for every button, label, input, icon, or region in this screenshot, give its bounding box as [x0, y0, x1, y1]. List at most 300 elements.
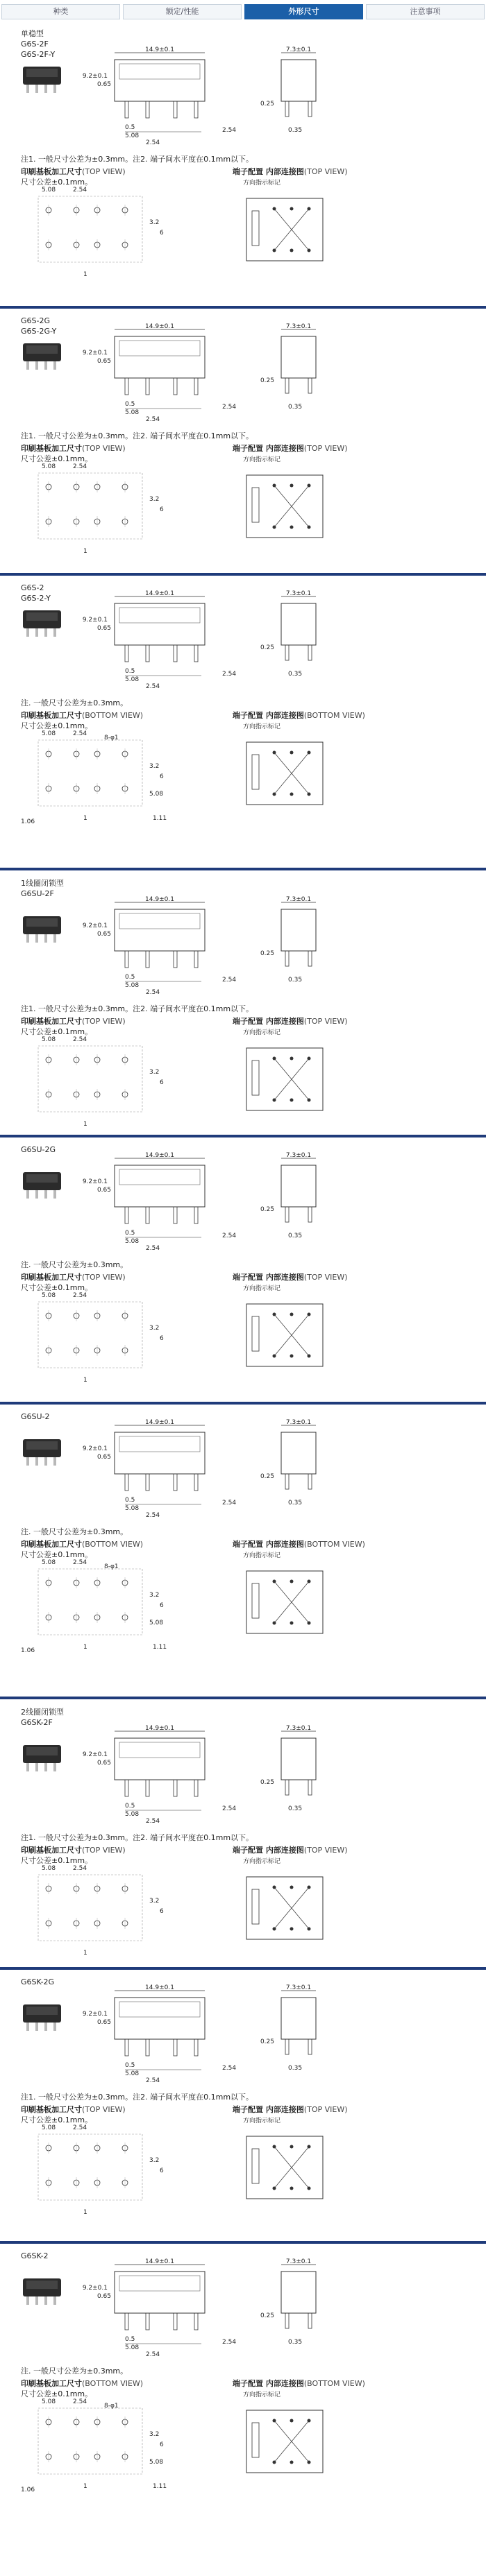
relay-photo	[19, 603, 68, 645]
pitch-dimension: 5.08	[125, 1811, 140, 1818]
pin-b-dimension: 0.5	[125, 2336, 135, 2343]
pcb-hole-pattern	[21, 463, 201, 567]
front-view-drawing	[69, 2258, 250, 2362]
tolerance-text: 尺寸公差±0.1mm。	[21, 2115, 93, 2124]
pcb-layout-label	[21, 1538, 143, 1549]
depth-dimension: 7.3±0.1	[285, 323, 312, 330]
height-dimension: 9.2±0.1	[82, 1445, 108, 1452]
terminal-layout-label	[233, 1015, 348, 1027]
relay-photo	[19, 1432, 68, 1474]
pcb-hole-pattern	[21, 1559, 201, 1663]
pcb-layout-label	[21, 2104, 126, 2115]
terminal-diagram	[240, 1870, 330, 1946]
height-dimension: 9.2±0.1	[82, 1751, 108, 1758]
terminal-view: (TOP VIEW)	[303, 167, 348, 176]
pcb-layout-label	[21, 710, 143, 721]
height-dimension: 9.2±0.1	[82, 922, 108, 929]
pcb-c-dimension: 3.2	[149, 2431, 160, 2438]
pcb-i-dimension: 5.08	[149, 1620, 164, 1626]
thickness-dimension: 0.25	[260, 950, 274, 957]
tab-types[interactable]: 种类	[1, 4, 120, 19]
side-view-drawing	[260, 590, 344, 694]
front-view-drawing	[69, 590, 250, 694]
pitch2-dimension: 2.54	[146, 416, 160, 423]
dimension-note: 注1. 一般尺寸公差为±0.3mm。注2. 端子间水平度在0.1mm以下。	[21, 155, 254, 164]
pcb-c-dimension: 3.2	[149, 1069, 160, 1076]
pcb-g-dimension: 1.06	[21, 2487, 35, 2493]
pitch-dimension: 5.08	[125, 409, 140, 416]
pcb-a-dimension: 5.08	[42, 1865, 56, 1872]
pcb-1-dimension: 1	[83, 1377, 87, 1384]
gap-dimension: 0.35	[288, 977, 303, 984]
pcb-view: (BOTTOM VIEW)	[82, 2379, 144, 2388]
pcb-hole-pattern	[21, 730, 201, 834]
pin-a-dimension: 0.65	[97, 1454, 111, 1461]
width-dimension: 14.9±0.1	[145, 1725, 174, 1732]
pcb-hole-pattern	[21, 2124, 201, 2228]
section-8	[0, 1977, 486, 2254]
dimension-note: 注1. 一般尺寸公差为±0.3mm。注2. 端子间水平度在0.1mm以下。	[21, 1833, 254, 1842]
pcb-c-dimension: 3.2	[149, 1898, 160, 1905]
tolerance-text: 尺寸公差±0.1mm。	[21, 178, 93, 187]
pcb-view: (TOP VIEW)	[82, 2105, 126, 2114]
side-view-drawing	[260, 895, 344, 999]
pcb-b-dimension: 2.54	[73, 2398, 87, 2405]
pin-b-dimension: 0.5	[125, 1803, 135, 1810]
section-divider	[0, 868, 486, 870]
pin-b-dimension: 0.5	[125, 1230, 135, 1237]
terminal-title: 端子配置 内部连接图	[233, 2379, 304, 2388]
terminal-title: 端子配置 内部连接图	[233, 444, 304, 453]
pin-a-dimension: 0.65	[97, 81, 111, 88]
side-view-drawing	[260, 1418, 344, 1522]
gap-dimension: 0.35	[288, 1500, 303, 1506]
terminal-diagram	[240, 1297, 330, 1373]
pcb-1-dimension: 1	[83, 1644, 87, 1651]
side-view-drawing	[260, 1984, 344, 2088]
gap-dimension: 0.35	[288, 671, 303, 678]
section-divider	[0, 1697, 486, 1699]
pcb-b-dimension: 2.54	[73, 463, 87, 470]
direction-mark-label: 方向指示标记	[243, 2118, 281, 2124]
height-dimension: 9.2±0.1	[82, 73, 108, 80]
pcb-d-dimension: 6	[160, 506, 164, 513]
side-view-drawing	[260, 46, 344, 150]
gap-dimension: 0.35	[288, 1805, 303, 1812]
model-name: G6SU-2F	[21, 889, 54, 898]
hole-count-label: 8-φ1	[104, 1563, 119, 1570]
direction-mark-label: 方向指示标记	[243, 456, 281, 463]
direction-mark-label: 方向指示标记	[243, 1029, 281, 1036]
front-view-drawing	[69, 895, 250, 999]
gap-dimension: 0.35	[288, 1233, 303, 1239]
tab-precautions[interactable]: 注意事项	[366, 4, 485, 19]
pcb-c-dimension: 3.2	[149, 496, 160, 503]
pcb-a-dimension: 5.08	[42, 1292, 56, 1299]
pcb-a-dimension: 5.08	[42, 187, 56, 194]
pcb-d-dimension: 6	[160, 1079, 164, 1086]
pcb-b-dimension: 2.54	[73, 2124, 87, 2131]
right-pitch-dimension: 2.54	[222, 1233, 237, 1239]
pcb-c-dimension: 3.2	[149, 763, 160, 770]
model-name: G6S-2G G6S-2G-Y	[21, 316, 57, 336]
pcb-c-dimension: 3.2	[149, 219, 160, 226]
pitch2-dimension: 2.54	[146, 1512, 160, 1519]
model-name: G6SK-2F	[21, 1718, 53, 1727]
model-name: G6SK-2G	[21, 1977, 55, 1986]
section-9	[0, 2251, 486, 2528]
front-view-drawing	[69, 1984, 250, 2088]
terminal-view: (TOP VIEW)	[303, 1273, 348, 1282]
front-view-drawing	[69, 1724, 250, 1828]
right-pitch-dimension: 2.54	[222, 2339, 237, 2346]
tab-ratings[interactable]: 额定/性能	[123, 4, 242, 19]
pcb-a-dimension: 5.08	[42, 1036, 56, 1043]
pcb-title: 印刷基板加工尺寸	[21, 2105, 82, 2114]
terminal-layout-label	[233, 2104, 348, 2115]
direction-mark-label: 方向指示标记	[243, 1285, 281, 1292]
pcb-view: (BOTTOM VIEW)	[82, 1540, 144, 1549]
direction-mark-label: 方向指示标记	[243, 723, 281, 730]
terminal-diagram	[240, 1564, 330, 1640]
width-dimension: 14.9±0.1	[145, 1152, 174, 1159]
model-name: G6SK-2	[21, 2251, 49, 2260]
width-dimension: 14.9±0.1	[145, 323, 174, 330]
hole-count-label: 8-φ1	[104, 735, 119, 741]
dimension-note: 注. 一般尺寸公差为±0.3mm。	[21, 698, 128, 707]
terminal-title: 端子配置 内部连接图	[233, 167, 304, 176]
section-7	[0, 1706, 486, 1984]
group-title: 2线圈闭锁型	[21, 1708, 64, 1717]
hole-count-label: 8-φ1	[104, 2403, 119, 2410]
pitch-dimension: 5.08	[125, 676, 140, 683]
depth-dimension: 7.3±0.1	[285, 1725, 312, 1732]
terminal-view: (BOTTOM VIEW)	[303, 711, 365, 720]
tolerance-text: 尺寸公差±0.1mm。	[21, 1550, 93, 1559]
section-divider	[0, 1402, 486, 1405]
terminal-diagram	[240, 191, 330, 268]
depth-dimension: 7.3±0.1	[285, 590, 312, 597]
tolerance-text: 尺寸公差±0.1mm。	[21, 1856, 93, 1865]
depth-dimension: 7.3±0.1	[285, 1984, 312, 1991]
pin-b-dimension: 0.5	[125, 124, 135, 131]
right-pitch-dimension: 2.54	[222, 1500, 237, 1506]
section-divider	[0, 2241, 486, 2244]
pcb-1-dimension: 1	[83, 815, 87, 822]
pcb-c-dimension: 3.2	[149, 1592, 160, 1599]
height-dimension: 9.2±0.1	[82, 2285, 108, 2292]
terminal-view: (TOP VIEW)	[303, 1846, 348, 1855]
terminal-diagram	[240, 468, 330, 544]
pitch2-dimension: 2.54	[146, 1818, 160, 1825]
front-view-drawing	[69, 1418, 250, 1522]
front-view-drawing	[69, 46, 250, 150]
gap-dimension: 0.35	[288, 2339, 303, 2346]
pcb-a-dimension: 5.08	[42, 463, 56, 470]
thickness-dimension: 0.25	[260, 1779, 274, 1786]
gap-dimension: 0.35	[288, 404, 303, 411]
pcb-title: 印刷基板加工尺寸	[21, 1273, 82, 1282]
pcb-layout-label	[21, 166, 126, 177]
thickness-dimension: 0.25	[260, 2312, 274, 2319]
terminal-diagram	[240, 2129, 330, 2206]
pcb-g-dimension: 1.06	[21, 1647, 35, 1654]
thickness-dimension: 0.25	[260, 2038, 274, 2045]
pin-b-dimension: 0.5	[125, 668, 135, 675]
pcb-a-dimension: 5.08	[42, 2124, 56, 2131]
terminal-title: 端子配置 内部连接图	[233, 711, 304, 720]
terminal-view: (TOP VIEW)	[303, 444, 348, 453]
side-view-drawing	[260, 2258, 344, 2362]
pcb-b-dimension: 2.54	[73, 187, 87, 194]
pcb-b-dimension: 2.54	[73, 1036, 87, 1043]
terminal-view: (TOP VIEW)	[303, 1017, 348, 1026]
height-dimension: 9.2±0.1	[82, 2011, 108, 2018]
side-view-drawing	[260, 1724, 344, 1828]
depth-dimension: 7.3±0.1	[285, 1419, 312, 1426]
model-name: G6S-2 G6S-2-Y	[21, 583, 51, 603]
tab-dimensions[interactable]: 外形尺寸	[244, 4, 363, 19]
pcb-d-dimension: 6	[160, 1602, 164, 1609]
height-dimension: 9.2±0.1	[82, 1178, 108, 1185]
terminal-view: (BOTTOM VIEW)	[303, 2379, 365, 2388]
pcb-layout-label	[21, 1271, 126, 1282]
width-dimension: 14.9±0.1	[145, 1419, 174, 1426]
pin-a-dimension: 0.65	[97, 1760, 111, 1767]
pcb-hole-pattern	[21, 1291, 201, 1396]
section-6	[0, 1411, 486, 1689]
pcb-1-dimension: 1	[83, 2209, 87, 2216]
thickness-dimension: 0.25	[260, 644, 274, 651]
pitch-dimension: 5.08	[125, 132, 140, 139]
pcb-g-dimension: 1.06	[21, 818, 35, 825]
relay-photo	[19, 2272, 68, 2313]
direction-mark-label: 方向指示标记	[243, 2392, 281, 2398]
pcb-b-dimension: 2.54	[73, 1865, 87, 1872]
terminal-layout-label	[233, 710, 365, 721]
pin-a-dimension: 0.65	[97, 625, 111, 632]
pcb-title: 印刷基板加工尺寸	[21, 1846, 82, 1855]
model-name: G6S-2F G6S-2F-Y	[21, 40, 56, 59]
tolerance-text: 尺寸公差±0.1mm。	[21, 454, 93, 463]
terminal-layout-label	[233, 166, 348, 177]
terminal-layout-label	[233, 1538, 365, 1549]
pitch2-dimension: 2.54	[146, 1245, 160, 1252]
gap-dimension: 0.35	[288, 2065, 303, 2072]
relay-photo	[19, 60, 68, 101]
thickness-dimension: 0.25	[260, 1473, 274, 1480]
pin-b-dimension: 0.5	[125, 974, 135, 981]
pitch-dimension: 5.08	[125, 1505, 140, 1512]
pcb-d-dimension: 6	[160, 2441, 164, 2448]
terminal-title: 端子配置 内部连接图	[233, 2105, 304, 2114]
terminal-title: 端子配置 内部连接图	[233, 1540, 304, 1549]
pcb-view: (TOP VIEW)	[82, 1017, 126, 1026]
terminal-layout-label	[233, 1271, 348, 1282]
right-pitch-dimension: 2.54	[222, 671, 237, 678]
model-name: G6SU-2	[21, 1412, 50, 1421]
terminal-title: 端子配置 内部连接图	[233, 1273, 304, 1282]
pcb-view: (TOP VIEW)	[82, 167, 126, 176]
pcb-hole-pattern	[21, 2398, 201, 2502]
terminal-layout-label	[233, 2378, 365, 2389]
right-pitch-dimension: 2.54	[222, 127, 237, 134]
pcb-d-dimension: 6	[160, 773, 164, 780]
pcb-1-dimension: 1	[83, 1121, 87, 1128]
pcb-title: 印刷基板加工尺寸	[21, 711, 82, 720]
depth-dimension: 7.3±0.1	[285, 46, 312, 53]
dimension-note: 注. 一般尺寸公差为±0.3mm。	[21, 2367, 128, 2376]
pin-a-dimension: 0.65	[97, 931, 111, 938]
relay-photo	[19, 1998, 68, 2039]
pcb-1-dimension: 1	[83, 271, 87, 278]
terminal-title: 端子配置 内部连接图	[233, 1017, 304, 1026]
pitch-dimension: 5.08	[125, 2070, 140, 2077]
pcb-d-dimension: 6	[160, 230, 164, 237]
pcb-b-dimension: 2.54	[73, 730, 87, 737]
relay-photo	[19, 909, 68, 951]
tolerance-text: 尺寸公差±0.1mm。	[21, 1283, 93, 1292]
pcb-view: (TOP VIEW)	[82, 444, 126, 453]
width-dimension: 14.9±0.1	[145, 896, 174, 903]
pcb-title: 印刷基板加工尺寸	[21, 167, 82, 176]
model-name: G6SU-2G	[21, 1145, 56, 1154]
group-title: 1线圈闭锁型	[21, 879, 64, 888]
pin-a-dimension: 0.65	[97, 2019, 111, 2026]
pcb-i-dimension: 5.08	[149, 791, 164, 798]
pcb-layout-label	[21, 1844, 126, 1855]
pcb-view: (TOP VIEW)	[82, 1846, 126, 1855]
section-divider	[0, 573, 486, 576]
pitch-dimension: 5.08	[125, 2344, 140, 2351]
pcb-layout-label	[21, 1015, 126, 1027]
section-3	[0, 583, 486, 860]
width-dimension: 14.9±0.1	[145, 2258, 174, 2265]
terminal-diagram	[240, 2403, 330, 2480]
pin-b-dimension: 0.5	[125, 401, 135, 408]
pin-a-dimension: 0.65	[97, 1187, 111, 1194]
pcb-title: 印刷基板加工尺寸	[21, 444, 82, 453]
section-divider	[0, 306, 486, 309]
pin-a-dimension: 0.65	[97, 358, 111, 365]
section-5	[0, 1144, 486, 1422]
pcb-h-dimension: 1.11	[153, 2483, 167, 2490]
pcb-title: 印刷基板加工尺寸	[21, 2379, 82, 2388]
depth-dimension: 7.3±0.1	[285, 896, 312, 903]
dimension-note: 注. 一般尺寸公差为±0.3mm。	[21, 1260, 128, 1269]
pin-a-dimension: 0.65	[97, 2293, 111, 2300]
pcb-1-dimension: 1	[83, 1950, 87, 1957]
depth-dimension: 7.3±0.1	[285, 2258, 312, 2265]
pcb-view: (BOTTOM VIEW)	[82, 711, 144, 720]
right-pitch-dimension: 2.54	[222, 404, 237, 411]
pcb-hole-pattern	[21, 1864, 201, 1968]
pitch-dimension: 5.08	[125, 1238, 140, 1245]
right-pitch-dimension: 2.54	[222, 2065, 237, 2072]
terminal-layout-label	[233, 443, 348, 454]
tab-bar	[1, 4, 485, 19]
height-dimension: 9.2±0.1	[82, 617, 108, 624]
height-dimension: 9.2±0.1	[82, 350, 108, 357]
side-view-drawing	[260, 1151, 344, 1255]
width-dimension: 14.9±0.1	[145, 46, 174, 53]
section-divider	[0, 1135, 486, 1137]
gap-dimension: 0.35	[288, 127, 303, 134]
thickness-dimension: 0.25	[260, 377, 274, 384]
pcb-1-dimension: 1	[83, 2483, 87, 2490]
terminal-view: (TOP VIEW)	[303, 2105, 348, 2114]
pin-b-dimension: 0.5	[125, 1497, 135, 1504]
terminal-diagram	[240, 1041, 330, 1117]
pcb-title: 印刷基板加工尺寸	[21, 1540, 82, 1549]
pcb-layout-label	[21, 443, 126, 454]
pcb-1-dimension: 1	[83, 548, 87, 555]
pcb-c-dimension: 3.2	[149, 2157, 160, 2164]
pcb-hole-pattern	[21, 1036, 201, 1140]
section-2	[0, 316, 486, 593]
pcb-d-dimension: 6	[160, 2167, 164, 2174]
width-dimension: 14.9±0.1	[145, 1984, 174, 1991]
dimension-note: 注1. 一般尺寸公差为±0.3mm。注2. 端子间水平度在0.1mm以下。	[21, 431, 254, 440]
pitch2-dimension: 2.54	[146, 989, 160, 996]
pcb-h-dimension: 1.11	[153, 815, 167, 822]
tolerance-text: 尺寸公差±0.1mm。	[21, 2389, 93, 2398]
pcb-h-dimension: 1.11	[153, 1644, 167, 1651]
thickness-dimension: 0.25	[260, 1206, 274, 1213]
side-view-drawing	[260, 323, 344, 427]
pcb-b-dimension: 2.54	[73, 1292, 87, 1299]
dimension-note: 注1. 一般尺寸公差为±0.3mm。注2. 端子间水平度在0.1mm以下。	[21, 2093, 254, 2102]
direction-mark-label: 方向指示标记	[243, 1552, 281, 1559]
dimension-note: 注. 一般尺寸公差为±0.3mm。	[21, 1527, 128, 1536]
width-dimension: 14.9±0.1	[145, 590, 174, 597]
pcb-a-dimension: 5.08	[42, 1559, 56, 1566]
pitch-dimension: 5.08	[125, 982, 140, 989]
pin-b-dimension: 0.5	[125, 2062, 135, 2069]
pitch2-dimension: 2.54	[146, 2351, 160, 2358]
relay-photo	[19, 1165, 68, 1207]
direction-mark-label: 方向指示标记	[243, 180, 281, 187]
tolerance-text: 尺寸公差±0.1mm。	[21, 1027, 93, 1036]
front-view-drawing	[69, 323, 250, 427]
pitch2-dimension: 2.54	[146, 2077, 160, 2084]
pcb-title: 印刷基板加工尺寸	[21, 1017, 82, 1026]
pcb-hole-pattern	[21, 186, 201, 290]
pitch2-dimension: 2.54	[146, 683, 160, 690]
terminal-title: 端子配置 内部连接图	[233, 1846, 304, 1855]
terminal-layout-label	[233, 1844, 348, 1855]
pitch2-dimension: 2.54	[146, 139, 160, 146]
section-1	[0, 28, 486, 305]
direction-mark-label: 方向指示标记	[243, 1858, 281, 1865]
pcb-d-dimension: 6	[160, 1908, 164, 1915]
terminal-diagram	[240, 735, 330, 812]
section-4	[0, 877, 486, 1155]
depth-dimension: 7.3±0.1	[285, 1152, 312, 1159]
section-divider	[0, 1967, 486, 1970]
thickness-dimension: 0.25	[260, 101, 274, 108]
terminal-view: (BOTTOM VIEW)	[303, 1540, 365, 1549]
relay-photo	[19, 1738, 68, 1780]
pcb-i-dimension: 5.08	[149, 2459, 164, 2466]
pcb-a-dimension: 5.08	[42, 730, 56, 737]
pcb-c-dimension: 3.2	[149, 1325, 160, 1332]
group-title: 单稳型	[21, 29, 44, 38]
dimension-note: 注1. 一般尺寸公差为±0.3mm。注2. 端子间水平度在0.1mm以下。	[21, 1004, 254, 1013]
pcb-layout-label	[21, 2378, 143, 2389]
front-view-drawing	[69, 1151, 250, 1255]
pcb-a-dimension: 5.08	[42, 2398, 56, 2405]
